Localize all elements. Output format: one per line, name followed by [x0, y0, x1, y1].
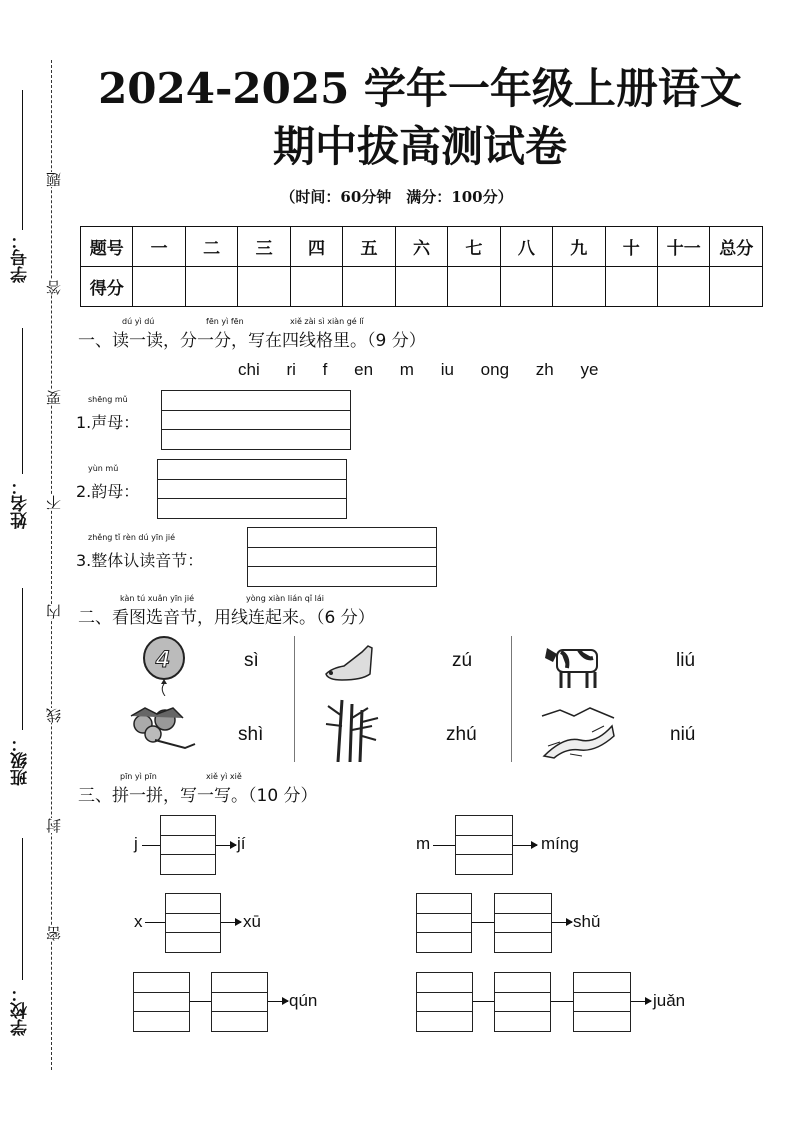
connector — [473, 1001, 494, 1002]
score-cell[interactable] — [657, 267, 709, 307]
result-syllable: shǔ — [573, 912, 601, 931]
syllable-list — [238, 360, 620, 380]
syllable: chi — [238, 360, 260, 379]
page-title-line2: 期中拔高测试卷 — [272, 122, 567, 171]
divider — [294, 636, 295, 762]
exam-info: （时间：60分钟 满分：100分） — [280, 188, 513, 206]
syllable-option[interactable]: niú — [670, 724, 696, 745]
seal-char: 要 — [45, 390, 63, 405]
result-syllable: jí — [237, 834, 246, 853]
section3-title — [78, 781, 318, 806]
svg-text:4: 4 — [156, 646, 170, 673]
syllable: m — [399, 360, 414, 379]
syllable: iu — [440, 360, 454, 379]
syllable: en — [354, 360, 374, 379]
write-box[interactable] — [165, 893, 221, 953]
score-header-cell: 总分 — [710, 227, 763, 267]
arrow — [268, 1001, 288, 1002]
arrow — [216, 845, 236, 846]
seal-char: 题 — [45, 172, 63, 187]
score-header-cell: 三 — [238, 227, 290, 267]
score-cell[interactable] — [238, 267, 290, 307]
score-header-cell: 七 — [448, 227, 500, 267]
bamboo-image — [318, 696, 382, 762]
score-cell[interactable] — [500, 267, 552, 307]
four-line-grid[interactable] — [161, 390, 351, 450]
syllable-option[interactable]: shì — [238, 724, 264, 745]
seal-char: 答 — [45, 280, 63, 295]
arrow — [221, 922, 241, 923]
score-header-cell: 二 — [185, 227, 237, 267]
divider — [511, 636, 512, 762]
score-header-cell: 十一 — [657, 227, 709, 267]
score-table — [80, 226, 763, 307]
connector — [472, 922, 494, 923]
student-id-label: 学号： — [11, 232, 31, 283]
seal-line — [51, 60, 52, 1070]
write-box[interactable] — [211, 972, 268, 1032]
syllable-option[interactable]: liú — [676, 650, 696, 671]
foot-image — [322, 644, 384, 684]
cow-image — [543, 638, 607, 690]
score-header-cell: 十 — [605, 227, 657, 267]
arrow — [552, 922, 572, 923]
item-pinyin: zhěng tǐ rèn dú yīn jié — [88, 533, 176, 542]
score-header-cell: 题号 — [81, 227, 133, 267]
item-finals — [76, 464, 140, 502]
item-label: 3.整体认读音节： — [76, 551, 204, 570]
initial-label: m — [416, 834, 431, 853]
syllable: f — [322, 360, 328, 379]
syllable: ong — [480, 360, 510, 379]
ruby-pinyin: xiě yì xiě — [206, 772, 242, 781]
connector — [551, 1001, 573, 1002]
write-box[interactable] — [416, 972, 473, 1032]
item-initials — [76, 395, 140, 433]
syllable: ye — [580, 360, 599, 379]
score-header-cell: 八 — [500, 227, 552, 267]
score-cell[interactable] — [553, 267, 605, 307]
ruby-pinyin: xiě zài sì xiàn gé lǐ — [290, 317, 364, 326]
item-pinyin: shēng mǔ — [88, 395, 128, 404]
four-line-grid[interactable] — [247, 527, 437, 587]
write-box[interactable] — [455, 815, 513, 875]
section1-title — [78, 326, 426, 351]
initial-label: x — [134, 912, 143, 931]
section3-title-text: 三、拼一拼，写一写。（10 分） — [78, 786, 318, 806]
seal-char: 线 — [45, 708, 63, 723]
ruby-pinyin: yòng xiàn lián qǐ lái — [246, 594, 324, 603]
ruby-pinyin: dú yì dú — [122, 317, 155, 326]
connector — [190, 1001, 211, 1002]
class-line[interactable] — [22, 588, 23, 730]
write-box[interactable] — [133, 972, 190, 1032]
score-table-header-row — [81, 227, 763, 267]
score-table-score-row — [81, 267, 763, 307]
score-cell[interactable] — [185, 267, 237, 307]
write-box[interactable] — [416, 893, 472, 953]
ruby-pinyin: fēn yì fēn — [206, 317, 244, 326]
section2-title-text: 二、看图选音节，用线连起来。（6 分） — [78, 608, 375, 628]
score-cell[interactable] — [395, 267, 447, 307]
score-cell[interactable] — [605, 267, 657, 307]
name-line[interactable] — [22, 328, 23, 474]
result-syllable: míng — [541, 834, 579, 853]
item-pinyin: yùn mǔ — [88, 464, 119, 473]
name-label: 姓名： — [11, 478, 31, 529]
write-box[interactable] — [160, 815, 216, 875]
connector — [142, 845, 160, 846]
write-box[interactable] — [573, 972, 631, 1032]
seal-char: 封 — [45, 818, 63, 833]
balloon-four-image — [140, 634, 190, 696]
score-row-label: 得分 — [81, 267, 133, 307]
seal-char: 密 — [45, 926, 63, 941]
river-image — [540, 706, 616, 760]
syllable-option[interactable]: zhú — [446, 724, 477, 745]
ruby-pinyin: kàn tú xuǎn yīn jié — [120, 594, 195, 603]
syllable: zh — [535, 360, 554, 379]
score-cell[interactable] — [710, 267, 763, 307]
class-label: 班级： — [11, 735, 31, 786]
score-header-cell: 六 — [395, 227, 447, 267]
arrow — [631, 1001, 651, 1002]
score-cell[interactable] — [290, 267, 342, 307]
score-header-cell: 四 — [290, 227, 342, 267]
item-label: 1.声母： — [76, 413, 140, 432]
score-header-cell: 一 — [133, 227, 185, 267]
arrow — [513, 845, 537, 846]
connector — [145, 922, 165, 923]
score-header-cell: 五 — [343, 227, 395, 267]
four-line-grid[interactable] — [157, 459, 347, 519]
section1-title-text: 一、读一读，分一分，写在四线格里。（9 分） — [78, 331, 426, 351]
syllable-option[interactable]: sì — [244, 650, 259, 671]
connector — [433, 845, 455, 846]
score-header-cell: 九 — [553, 227, 605, 267]
school-label: 学校： — [11, 985, 31, 1036]
score-cell[interactable] — [343, 267, 395, 307]
initial-label: j — [134, 834, 138, 853]
ruby-pinyin: pīn yì pīn — [120, 772, 157, 781]
syllable-option[interactable]: zú — [452, 650, 473, 671]
score-cell[interactable] — [448, 267, 500, 307]
persimmon-image — [125, 702, 197, 752]
syllable: ri — [286, 360, 296, 379]
seal-char: 不 — [45, 495, 63, 510]
result-syllable: juǎn — [653, 991, 686, 1010]
item-label: 2.韵母： — [76, 482, 140, 501]
score-cell[interactable] — [133, 267, 185, 307]
section2-title — [78, 603, 375, 628]
result-syllable: qún — [289, 991, 318, 1010]
item-whole-syllables — [76, 533, 204, 571]
page-title: 2024-2025 学年一年级上册语文 — [98, 64, 742, 113]
result-syllable: xū — [243, 912, 261, 931]
school-line[interactable] — [22, 838, 23, 980]
write-box[interactable] — [494, 972, 551, 1032]
write-box[interactable] — [494, 893, 552, 953]
seal-char: 内 — [45, 604, 63, 619]
student-id-line[interactable] — [22, 90, 23, 230]
